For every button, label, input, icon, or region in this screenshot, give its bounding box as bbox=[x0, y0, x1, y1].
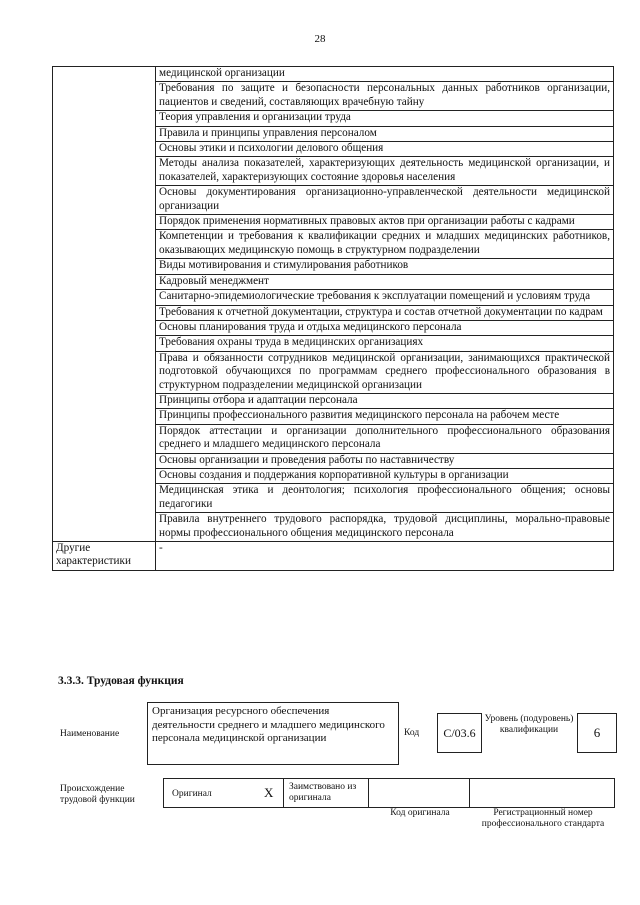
other-characteristics-value: - bbox=[156, 542, 614, 571]
knowledge-item: Кадровый менеджмент bbox=[156, 274, 614, 289]
original-mark: X bbox=[264, 785, 274, 800]
knowledge-item: Правила внутреннего трудового распорядка, трудовой дисциплины, морально-правовые нормы профессионального общения медицинского персонала bbox=[156, 513, 614, 542]
knowledge-item: Требования охраны труда в медицинских организациях bbox=[156, 336, 614, 351]
knowledge-item: Компетенции и требования к квалификации средних и младших медицинских работников, оказывающих медицинскую помощь в структурном подразделении bbox=[156, 230, 614, 259]
knowledge-item: Медицинская этика и деонтология; психология профессионального общения; основы педагогики bbox=[156, 484, 614, 513]
knowledge-item: Основы создания и поддержания корпоративной культуры в организации bbox=[156, 468, 614, 483]
knowledge-item: Санитарно-эпидемиологические требования к эксплуатации помещений и условиям труда bbox=[156, 290, 614, 305]
knowledge-table-body bbox=[53, 67, 614, 571]
borrowed-box bbox=[283, 778, 369, 808]
knowledge-item: Требования по защите и безопасности персональных данных работников организации, пациентов и сведений, составляющих врачебную тайну bbox=[156, 82, 614, 111]
knowledge-item: Основы документирования организационно-управленческой деятельности медицинской организации bbox=[156, 186, 614, 215]
code-box bbox=[437, 713, 482, 753]
knowledge-item: Принципы профессионального развития медицинского персонала на рабочем месте bbox=[156, 409, 614, 424]
table-row bbox=[53, 67, 614, 82]
original-code-caption: Код оригинала bbox=[390, 808, 450, 818]
code-value: С/03.6 bbox=[443, 725, 476, 740]
code-label: Код bbox=[404, 728, 420, 738]
origin-label: Происхождение трудовой функции bbox=[60, 784, 135, 805]
other-characteristics-label: Другие характеристики bbox=[53, 542, 156, 571]
reg-number-caption: Регистрационный номер профессионального стандарта bbox=[481, 808, 605, 829]
knowledge-item: Порядок применения нормативных правовых актов при организации работы с кадрами bbox=[156, 215, 614, 230]
knowledge-item: Права и обязанности сотрудников медицинской организации, занимающихся практической подготовкой обучающихся по программам среднего профессионального образования в структурном подразделении медицинской организации bbox=[156, 351, 614, 393]
knowledge-item: Основы организации и проведения работы по наставничеству bbox=[156, 453, 614, 468]
section-title: 3.3.3. Трудовая функция bbox=[58, 675, 184, 687]
knowledge-table bbox=[52, 66, 614, 571]
level-label: Уровень (подуровень) квалификации bbox=[484, 714, 574, 735]
other-characteristics-row bbox=[53, 542, 614, 571]
original-box bbox=[163, 778, 284, 808]
level-box bbox=[577, 713, 617, 753]
knowledge-item: Правила и принципы управления персоналом bbox=[156, 126, 614, 141]
knowledge-item: Требования к отчетной документации, структура и состав отчетной документации по кадрам bbox=[156, 305, 614, 320]
knowledge-item: Теория управления и организации труда bbox=[156, 111, 614, 126]
knowledge-item: Методы анализа показателей, характеризующих деятельность медицинской организации, и показателей, характеризующих состояние здоровья населения bbox=[156, 157, 614, 186]
name-label: Наименование bbox=[60, 729, 120, 739]
page-number: 28 bbox=[314, 33, 326, 45]
knowledge-item: Основы планирования труда и отдыха медицинского персонала bbox=[156, 320, 614, 335]
knowledge-label-cell bbox=[53, 67, 156, 542]
function-name-value: Организация ресурсного обеспечения деятельности среднего и младшего медицинского персонала медицинской организации bbox=[152, 705, 385, 744]
borrowed-label: Заимствовано из оригинала bbox=[289, 782, 357, 803]
knowledge-item: Основы этики и психологии делового общения bbox=[156, 142, 614, 157]
reg-number-box bbox=[469, 778, 615, 808]
knowledge-item: Порядок аттестации и организации дополнительного профессионального образования среднего и младшего медицинского персонала bbox=[156, 424, 614, 453]
level-value: 6 bbox=[593, 725, 601, 740]
original-label: Оригинал bbox=[172, 789, 212, 799]
knowledge-item: Принципы отбора и адаптации персонала bbox=[156, 393, 614, 408]
knowledge-item: Виды мотивирования и стимулирования работников bbox=[156, 259, 614, 274]
knowledge-item: медицинской организации bbox=[156, 67, 614, 82]
function-name-box bbox=[147, 702, 399, 765]
original-code-box bbox=[368, 778, 470, 808]
